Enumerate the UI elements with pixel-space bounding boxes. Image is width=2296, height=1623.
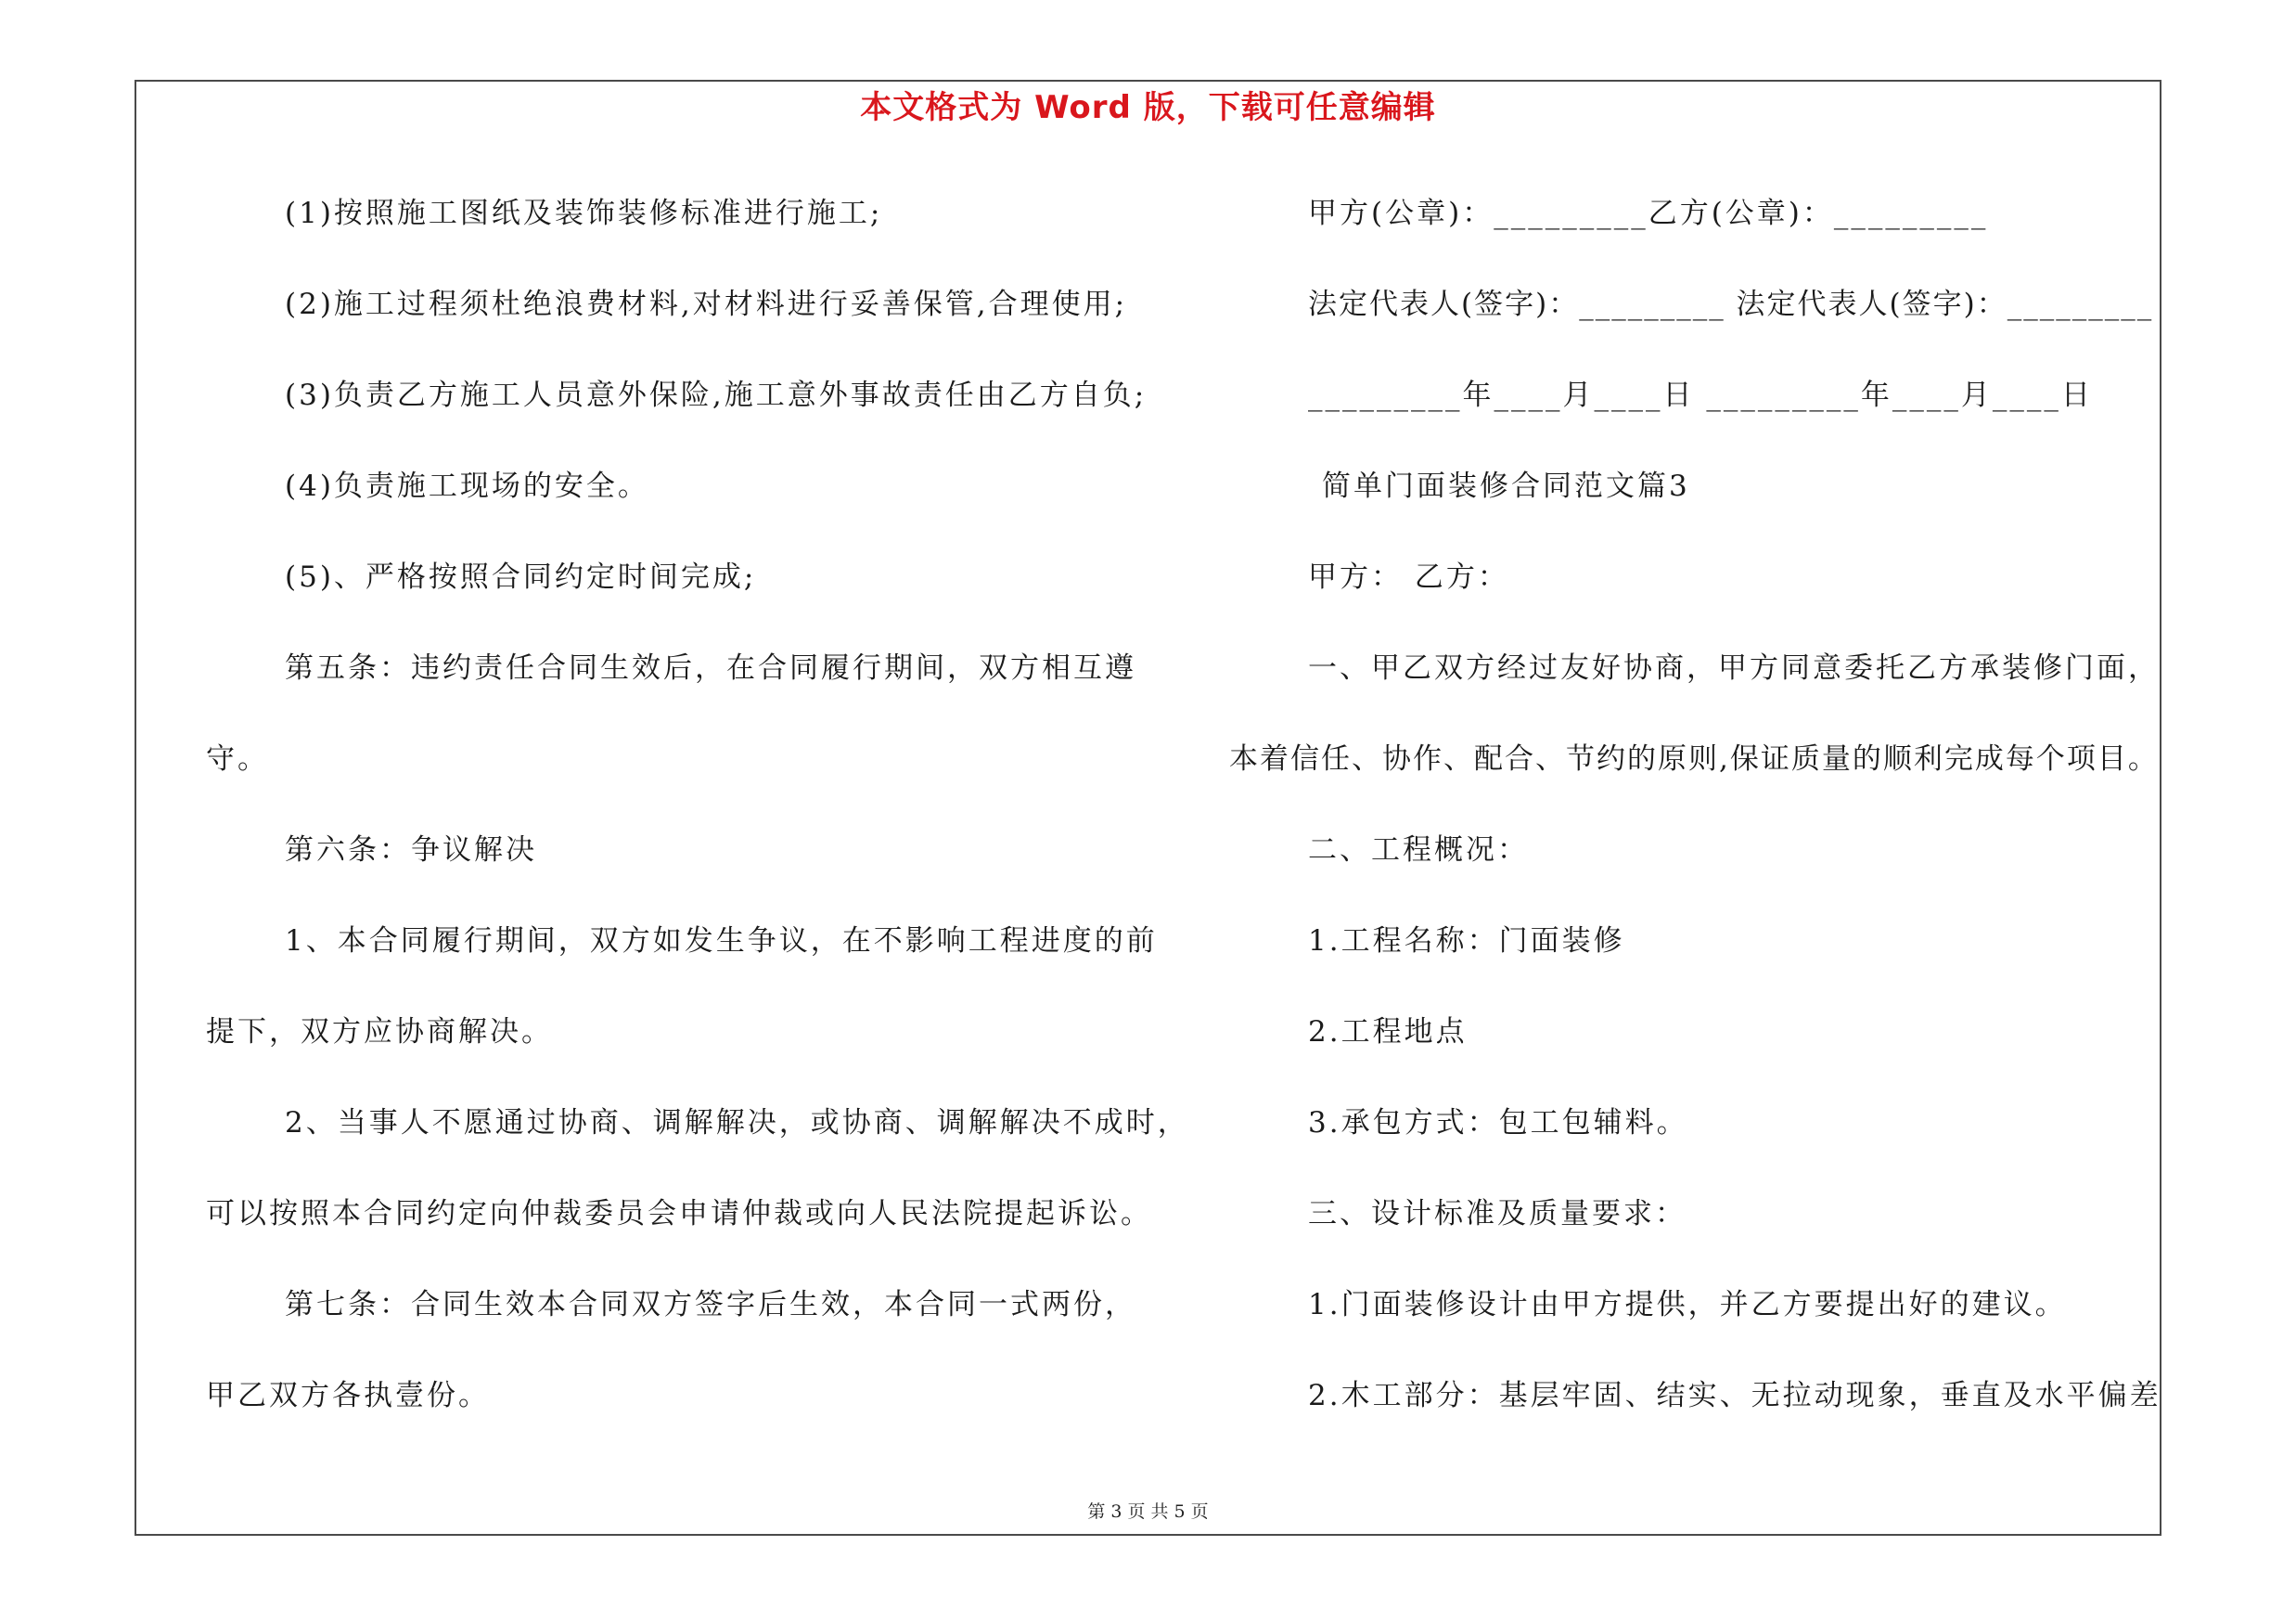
left-line-4: (4)负责施工现场的安全。 (285, 470, 649, 503)
right-line-10: 2.工程地点 (1308, 1015, 1468, 1049)
left-line-8: 第六条：争议解决 (285, 833, 537, 867)
right-line-2: 法定代表人(签字)：_________ 法定代表人(签字)：_________ (1308, 288, 2154, 321)
right-line-5: 甲方： 乙方： (1308, 560, 1509, 594)
left-line-10: 提下，双方应协商解决。 (206, 1015, 553, 1049)
left-line-6: 第五条：违约责任合同生效后，在合同履行期间，双方相互遵 (285, 651, 1136, 685)
left-line-2: (2)施工过程须杜绝浪费材料,对材料进行妥善保管,合理使用; (285, 288, 1128, 321)
left-line-5: (5)、严格按照合同约定时间完成; (285, 560, 757, 594)
left-line-12: 可以按照本合同约定向仲裁委员会申请仲裁或向人民法院提起诉讼。 (206, 1197, 1152, 1230)
left-line-1: (1)按照施工图纸及装饰装修标准进行施工; (285, 197, 883, 230)
right-line-9: 1.工程名称：门面装修 (1308, 924, 1625, 958)
right-line-6: 一、甲乙双方经过友好协商，甲方同意委托乙方承装修门面， (1308, 651, 2160, 685)
left-line-11: 2、当事人不愿通过协商、调解解决，或协商、调解解决不成时， (285, 1106, 1189, 1140)
right-line-7: 本着信任、协作、配合、节约的原则,保证质量的顺利完成每个项目。 (1229, 742, 2159, 776)
right-line-8: 二、工程概况： (1308, 833, 1529, 867)
left-line-14: 甲乙双方各执壹份。 (206, 1379, 490, 1412)
right-line-11: 3.承包方式：包工包辅料。 (1308, 1106, 1688, 1140)
right-line-14: 2.木工部分：基层牢固、结实、无拉动现象，垂直及水平偏差 (1308, 1379, 2161, 1412)
right-line-13: 1.门面装修设计由甲方提供，并乙方要提出好的建议。 (1308, 1288, 2067, 1321)
right-line-3: _________年____月____日 _________年____月____日 (1308, 379, 2093, 412)
left-line-9: 1、本合同履行期间，双方如发生争议，在不影响工程进度的前 (285, 924, 1158, 958)
page-number-footer: 第 3 页 共 5 页 (1087, 1501, 1209, 1522)
right-line-12: 三、设计标准及质量要求： (1308, 1197, 1687, 1230)
left-line-13: 第七条：合同生效本合同双方签字后生效，本合同一式两份， (285, 1288, 1136, 1321)
right-line-4: 简单门面装修合同范文篇3 (1322, 470, 1690, 503)
left-line-3: (3)负责乙方施工人员意外保险,施工意外事故责任由乙方自负; (285, 379, 1148, 412)
right-line-1: 甲方(公章)：_________乙方(公章)：_________ (1308, 197, 1989, 230)
format-banner: 本文格式为 Word 版，下载可任意编辑 (860, 89, 1436, 126)
left-line-7: 守。 (206, 742, 269, 776)
